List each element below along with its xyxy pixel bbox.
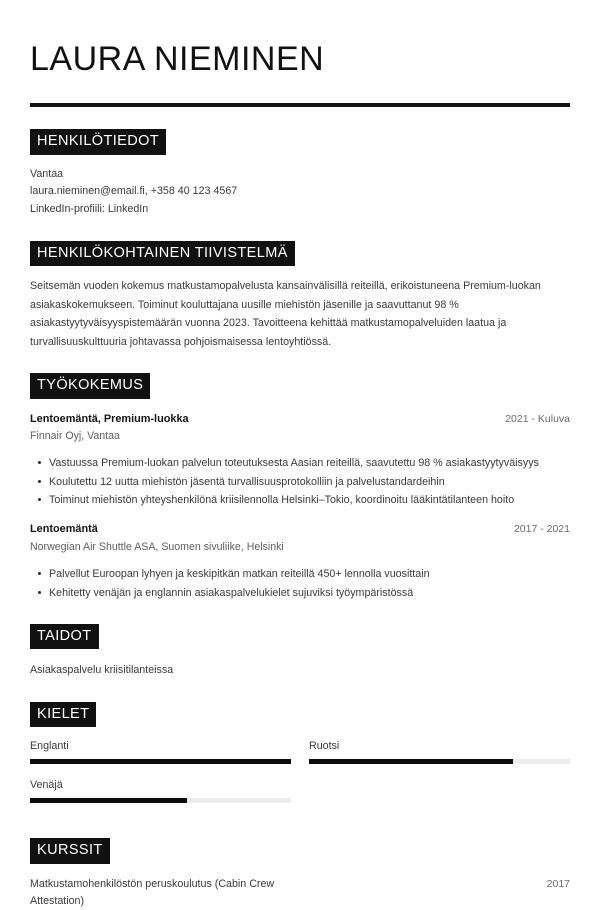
course-name: Matkustamohenkilöstön peruskoulutus (Cabin Crew Attestation): [30, 877, 275, 907]
course-entry: [30, 876, 570, 910]
section-summary: [30, 241, 570, 351]
language-item: [30, 777, 291, 803]
job-bullet-list: [30, 565, 570, 602]
language-level-track: [30, 759, 291, 764]
section-skills: [30, 624, 570, 680]
candidate-name: LAURA NIEMINEN: [30, 40, 325, 78]
skill-item: Asiakaspalvelu kriisitilanteissa: [30, 664, 174, 677]
job-bullet-list: [30, 454, 570, 509]
contact-linkedin[interactable]: LinkedIn-profiili: LinkedIn: [30, 203, 149, 216]
job-company: Norwegian Air Shuttle ASA, Suomen sivuliike, Helsinki: [30, 541, 284, 554]
language-level-track: [309, 759, 570, 764]
job-dates: 2017 - 2021: [513, 523, 570, 536]
section-languages: [30, 702, 570, 817]
job-title: Lentoemäntä: [30, 523, 98, 536]
experience-entry-header: [30, 521, 570, 538]
job-bullet: Toiminut miehistön yhteyshenkilönä kriisilennolla Helsinki–Tokio, koordinoitu lääkintätilanteen hoito: [30, 491, 570, 509]
job-bullet: Kehitetty venäjän ja englannin asiakaspalvelukielet sujuviksi työympäristössä: [30, 584, 570, 602]
language-item: [309, 738, 570, 764]
language-level-track: [30, 798, 291, 803]
section-heading-courses: KURSSIT: [30, 838, 110, 864]
section-heading-skills: TAIDOT: [30, 624, 99, 650]
language-level-fill: [30, 759, 291, 764]
contact-details: [30, 166, 570, 219]
job-company: Finnair Oyj, Vantaa: [30, 430, 120, 443]
language-label: Englanti: [30, 740, 69, 753]
contact-location: Vantaa: [30, 167, 64, 180]
language-grid: [30, 738, 570, 816]
section-heading-experience: TYÖKOKEMUS: [30, 373, 150, 399]
section-heading-contact: HENKILÖTIEDOT: [30, 129, 166, 155]
section-experience: [30, 373, 570, 602]
language-item: [30, 738, 291, 764]
section-heading-summary: HENKILÖKOHTAINEN TIIVISTELMÄ: [30, 241, 295, 267]
language-level-fill: [309, 759, 513, 764]
summary-text: Seitsemän vuoden kokemus matkustamopalvelusta kansainvälisillä reiteillä, erikoistuneena Premium-luokan asiakaskokemukseen. Toiminut kouluttajana uusille miehistön jäsenille ja saavuttanut 98 % asiakastyytyväisyyspistemäärän vuonna 2023. Tavoitteena kehittää matkustamopalveluiden laatua ja turvallisuuskulttuuria johtavassa pohjoismaisessa lentoyhtiössä.: [30, 280, 541, 348]
experience-entry: [30, 521, 570, 602]
section-heading-languages: KIELET: [30, 702, 96, 728]
job-bullet: Palvellut Euroopan lyhyen ja keskipitkän matkan reiteillä 450+ lennolla vuosittain: [30, 565, 570, 583]
section-contact: [30, 129, 570, 219]
job-dates: 2021 - Kuluva: [505, 412, 570, 425]
header-divider: [30, 103, 570, 107]
job-bullet: Vastuussa Premium-luokan palvelun toteutuksesta Aasian reiteillä, saavutettu 98 % asiakastyytyväisyys: [30, 454, 570, 472]
course-date: 2017: [546, 877, 570, 890]
section-courses: [30, 838, 570, 910]
experience-entry-header: [30, 411, 570, 428]
language-level-fill: [30, 798, 187, 803]
language-label: Venäjä: [30, 779, 63, 792]
experience-entry: [30, 411, 570, 510]
language-label: Ruotsi: [309, 740, 340, 753]
job-title: Lentoemäntä, Premium-luokka: [30, 412, 189, 425]
contact-email-phone: laura.nieminen@email.fi, +358 40 123 4567: [30, 185, 238, 198]
job-bullet: Koulutettu 12 uutta miehistön jäsentä turvallisuusprotokolliin ja palvelustandardeihin: [30, 473, 570, 491]
